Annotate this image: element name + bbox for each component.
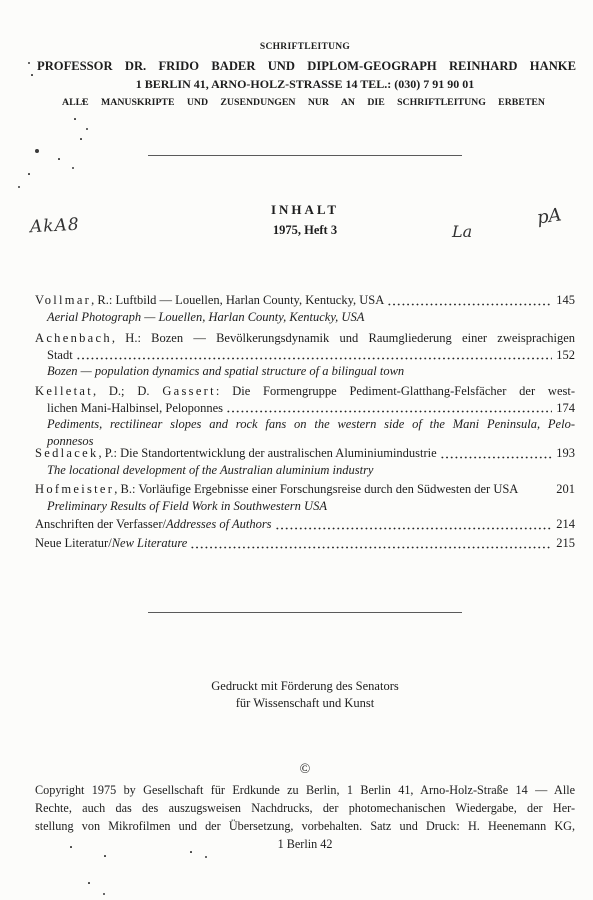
dot-leader <box>275 516 553 533</box>
author-surname: Achenbach <box>35 331 112 345</box>
article-title: Bozen — Bevölkerungsdynamik und Raumgliederung einer zweisprachigen <box>151 331 575 345</box>
author-initials: , H.: <box>111 331 141 345</box>
dot-leader <box>387 292 552 309</box>
author-surname: Hofmeister <box>35 482 115 496</box>
masthead-address: 1 BERLIN 41, ARNO-HOLZ-STRASSE 14 TEL.: (030) 7 91 90 01 <box>135 77 475 91</box>
article-translation-continued: ponnesos <box>47 433 94 448</box>
article-translation: Preliminary Results of Field Work in Southwestern USA <box>47 498 327 513</box>
article-title: Luftbild — Louellen, Harlan County, Kentucky, USA <box>115 293 385 307</box>
toc-line <box>35 347 575 364</box>
toc-entry <box>35 330 575 380</box>
section-label-german: Neue Literatur/ <box>35 536 112 550</box>
masthead-editors: PROFESSOR DR. FRIDO BADER UND DIPLOM-GEOGRAPH REINHARD HANKE <box>37 59 576 73</box>
toc-line <box>35 516 575 533</box>
toc-text <box>35 516 272 533</box>
scan-speck <box>86 128 88 130</box>
coauthor-surname: Gassert <box>162 384 216 398</box>
scan-speck <box>104 855 106 857</box>
author-surname: Sedlacek <box>35 446 99 460</box>
toc-line <box>35 445 575 462</box>
toc-line <box>35 292 575 309</box>
scan-speck <box>28 62 30 64</box>
section-label-english: New Literature <box>111 536 188 550</box>
contents-issue: 1975, Heft 3 <box>272 223 338 237</box>
toc-text <box>35 445 437 462</box>
divider-top <box>148 155 462 156</box>
section-label-english: Addresses of Authors <box>165 517 272 531</box>
handwritten-annotation-left: AkA8 <box>29 214 81 238</box>
copyright-line: Rechte, auch das des auszugsweisen Nachdrucks, der photomechanischen Wiedergabe, der Her- <box>35 801 575 815</box>
copyright-line: Copyright 1975 by Gesellschaft für Erdkunde zu Berlin, 1 Berlin 41, Arno-Holz-Straße 14 — Alle <box>35 783 575 797</box>
page-number: 215 <box>556 536 575 550</box>
article-title-continued: lichen Mani-Halbinsel, Peloponnes <box>47 400 224 415</box>
scan-speck <box>35 149 39 153</box>
scan-speck <box>88 882 90 884</box>
divider-bottom <box>148 612 462 613</box>
dot-leader <box>440 445 553 462</box>
article-title: Die Formengruppe Pediment-Glatthang-Felsfächer der west- <box>232 384 575 398</box>
article-title-continued: Stadt <box>47 347 73 362</box>
page-number: 193 <box>556 446 575 460</box>
toc-line <box>35 400 575 417</box>
toc-entry <box>35 383 575 449</box>
sponsor-note-line: Gedruckt mit Förderung des Senators <box>211 679 399 693</box>
page-number: 174 <box>556 400 575 415</box>
page-number: 145 <box>556 293 575 307</box>
author-initials: , R.: <box>91 293 113 307</box>
dot-leader <box>226 400 552 417</box>
article-title: Vorläufige Ergebnisse einer Forschungsreise durch den Südwesten der USA <box>138 482 519 496</box>
coauthor-suffix: : <box>215 384 220 398</box>
article-translation: Aerial Photograph — Louellen, Harlan County, Kentucky, USA <box>47 309 365 324</box>
toc-text <box>35 535 187 552</box>
toc-entry <box>35 481 575 514</box>
toc-line <box>35 481 575 498</box>
scan-speck <box>80 138 82 140</box>
scan-speck <box>205 856 207 858</box>
scan-speck <box>58 158 60 160</box>
copyright-symbol: © <box>299 762 311 777</box>
scan-speck <box>31 74 33 76</box>
page-number: 214 <box>556 517 575 531</box>
author-initials: , D.; D. <box>92 384 150 398</box>
dot-leader <box>190 535 552 552</box>
toc-entry <box>35 445 575 478</box>
toc-text <box>35 292 384 309</box>
article-translation: Bozen — population dynamics and spatial structure of a bilingual town <box>47 364 405 378</box>
author-surname: Kelletat <box>35 384 93 398</box>
dot-leader <box>76 347 553 364</box>
scan-speck <box>103 893 105 895</box>
dot-leader <box>520 481 554 498</box>
toc-entry <box>35 535 575 552</box>
copyright-notice <box>35 781 575 853</box>
scan-speck <box>74 118 76 120</box>
handwritten-annotation-middle: La <box>452 222 473 241</box>
toc-entry <box>35 516 575 533</box>
page-number: 201 <box>556 482 575 496</box>
article-translation: Pediments, rectilinear slopes and rock fans on the western side of the Mani Peninsula, Pelo- <box>47 417 575 431</box>
contents-heading: INHALT <box>270 202 340 217</box>
author-initials: , B.: <box>114 482 136 496</box>
scan-speck <box>28 173 30 175</box>
toc-line <box>35 330 575 347</box>
toc-line <box>35 535 575 552</box>
author-initials: , P.: <box>98 446 117 460</box>
section-label-german: Anschriften der Verfasser/ <box>35 517 166 531</box>
scan-speck <box>72 167 74 169</box>
handwritten-annotation-right: pA <box>535 204 563 229</box>
masthead-label: SCHRIFTLEITUNG <box>259 42 351 52</box>
author-surname: Vollmar <box>35 293 92 307</box>
copyright-line: stellung von Mikrofilmen und der Übersetzung, vorbehalten. Satz und Druck: H. Heenemann KG, <box>35 819 575 833</box>
toc-line <box>35 383 575 400</box>
scan-speck <box>18 186 20 188</box>
copyright-line-last: 1 Berlin 42 <box>277 837 333 851</box>
toc-entry <box>35 292 575 325</box>
sponsor-note-line: für Wissenschaft und Kunst <box>235 696 375 710</box>
toc-text <box>35 481 518 498</box>
page-number: 152 <box>556 347 575 362</box>
masthead-notice: ALLE MANUSKRIPTE UND ZUSENDUNGEN NUR AN DIE SCHRIFTLEITUNG ERBETEN <box>62 97 545 108</box>
article-title: Die Standortentwicklung der australischen Aluminiumindustrie <box>120 446 437 460</box>
article-translation: The locational development of the Australian aluminium industry <box>47 462 374 477</box>
